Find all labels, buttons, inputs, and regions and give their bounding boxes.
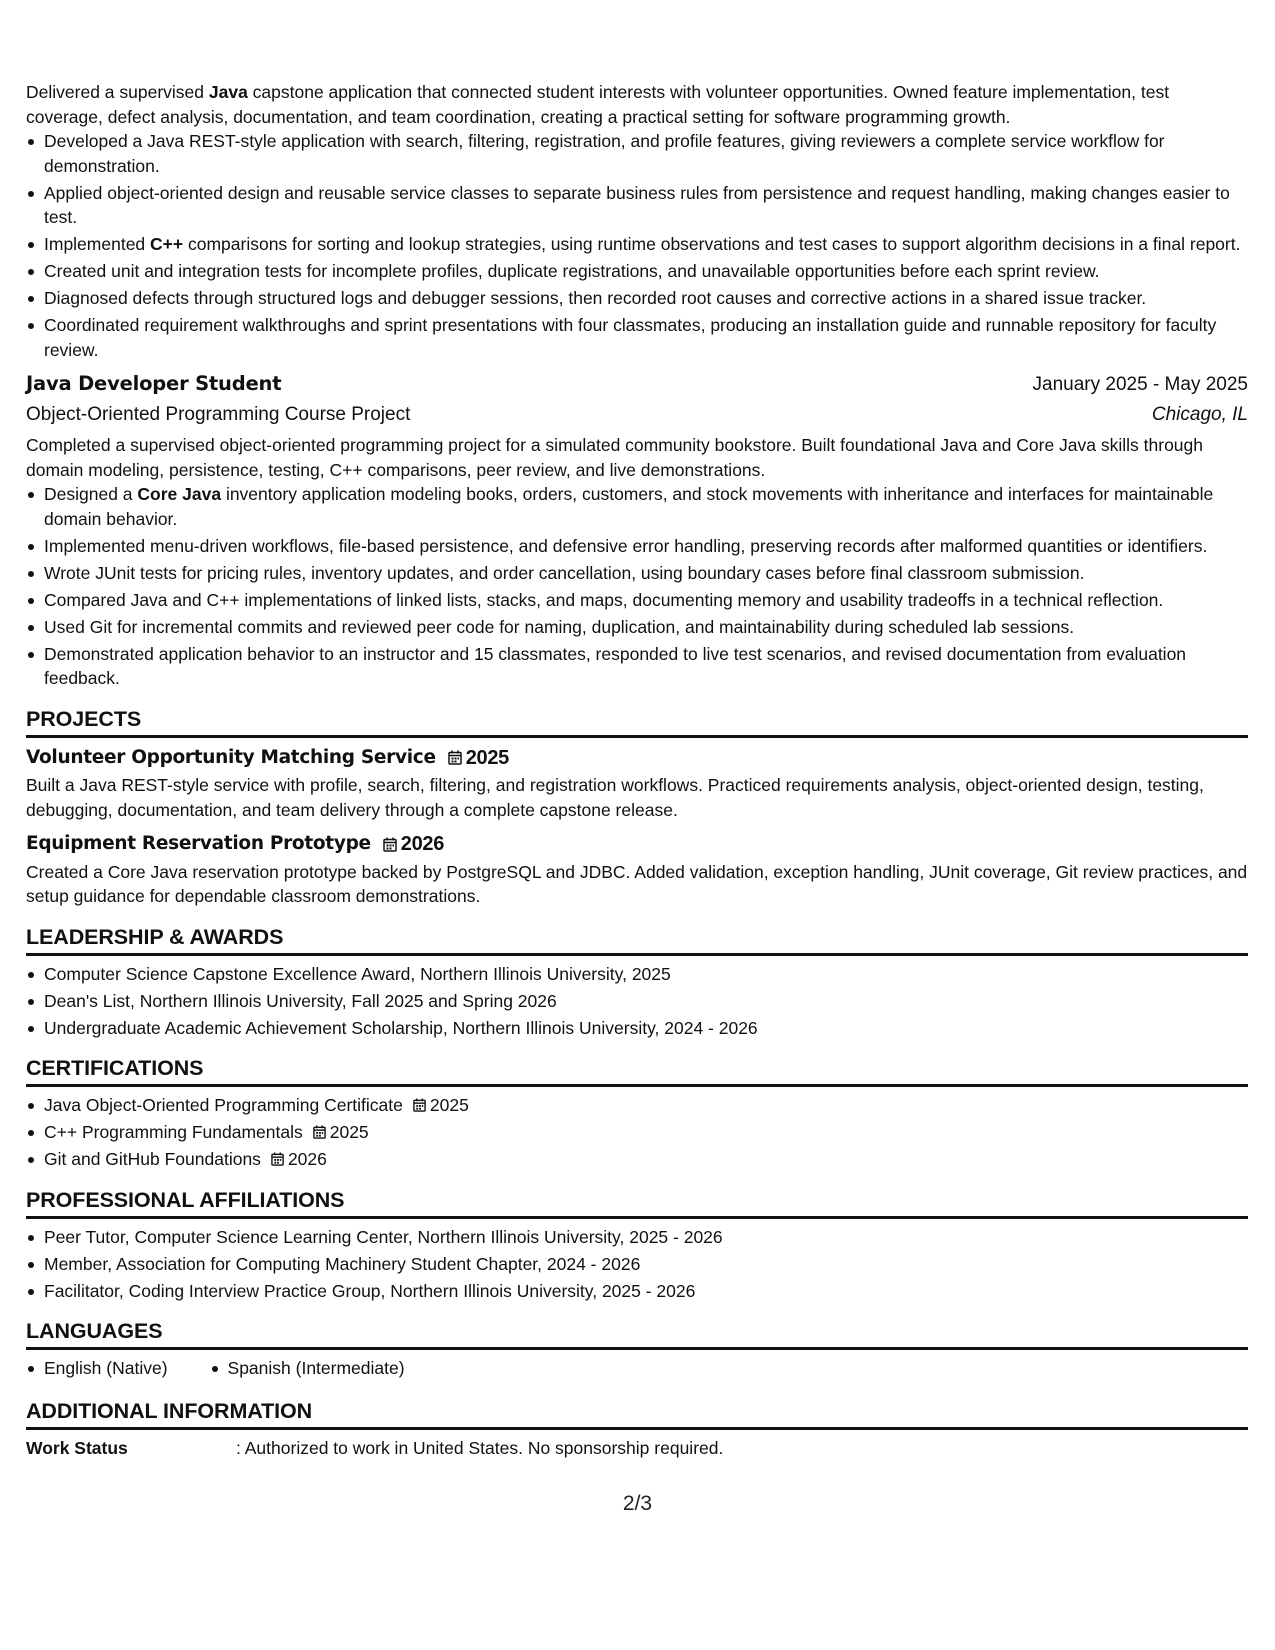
list-item: Spanish (Intermediate)	[228, 1356, 405, 1381]
section-heading-awards: LEADERSHIP & AWARDS	[26, 923, 1248, 956]
certification-name: C++ Programming Fundamentals	[44, 1122, 303, 1142]
job-location: Chicago, IL	[1151, 403, 1248, 425]
list-item: Implemented menu-driven workflows, file-based persistence, and defensive error handling, preserving records after malformed quantities or identifiers.	[44, 534, 1248, 559]
section-heading-certifications: CERTIFICATIONS	[26, 1054, 1248, 1087]
resume-page	[26, 80, 1248, 1461]
experience-bullets	[26, 129, 1248, 362]
project-description: Built a Java REST-style service with profile, search, filtering, and registration workflows. Practiced requirements analysis, object-oriented design, testing, debugging, documentation, and team delivery through a complete capstone release.	[26, 775, 1204, 820]
section-heading-languages: LANGUAGES	[26, 1317, 1248, 1350]
calendar-icon	[413, 1098, 426, 1112]
list-item: Compared Java and C++ implementations of linked lists, stacks, and maps, documenting memory and usability tradeoffs in a technical reflection.	[44, 588, 1248, 613]
additional-info-section	[26, 1397, 1248, 1461]
project-item	[26, 746, 1248, 823]
list-item: Demonstrated application behavior to an instructor and 15 classmates, responded to live test scenarios, and revised documentation from evaluation feedback.	[44, 642, 1248, 691]
section-heading-projects: PROJECTS	[26, 705, 1248, 738]
page-number: 2/3	[622, 1492, 653, 1515]
certification-year: 2025	[429, 1095, 469, 1115]
awards-section	[26, 923, 1248, 1041]
list-item	[44, 1120, 1248, 1145]
project-year: 2026	[400, 833, 445, 855]
work-status-value: : Authorized to work in United States. No sponsorship required.	[236, 1438, 724, 1458]
experience-summary: Delivered a supervised Java capstone application that connected student interests with volunteer opportunities. Owned feature implementation, test coverage, defect analysis, documentation, and team coordination, creating a practical setting for software programming growth.	[26, 82, 1170, 127]
job-organization: Object-Oriented Programming Course Project	[26, 403, 411, 425]
certifications-section	[26, 1054, 1248, 1172]
list-item: Facilitator, Coding Interview Practice Group, Northern Illinois University, 2025 - 2026	[44, 1279, 1248, 1304]
list-item: Peer Tutor, Computer Science Learning Center, Northern Illinois University, 2025 - 2026	[44, 1225, 1248, 1250]
list-item: Coordinated requirement walkthroughs and sprint presentations with four classmates, producing an installation guide and runnable repository for faculty review.	[44, 313, 1248, 362]
list-item	[44, 1093, 1248, 1118]
certification-year: 2025	[329, 1122, 369, 1142]
list-item: Created unit and integration tests for incomplete profiles, duplicate registrations, and unavailable opportunities before each sprint review.	[44, 259, 1248, 284]
job-entry	[26, 372, 1248, 691]
list-item: Diagnosed defects through structured logs and debugger sessions, then recorded root causes and corrective actions in a shared issue tracker.	[44, 286, 1248, 311]
job-bullets	[26, 482, 1248, 691]
list-item: Applied object-oriented design and reusable service classes to separate business rules from persistence and request handling, making changes easier to test.	[44, 181, 1248, 230]
certification-name: Git and GitHub Foundations	[44, 1149, 261, 1169]
calendar-icon	[313, 1125, 326, 1139]
project-year: 2025	[465, 746, 509, 769]
list-item: Wrote JUnit tests for pricing rules, inventory updates, and order cancellation, using boundary cases before final classroom submission.	[44, 561, 1248, 586]
list-item: Used Git for incremental commits and reviewed peer code for naming, duplication, and maintainability during scheduled lab sessions.	[44, 615, 1248, 640]
job-summary: Completed a supervised object-oriented programming project for a simulated community bookstore. Built foundational Java and Core Java skills through domain modeling, persistence, testing, C++ comparisons, peer review, and live demonstrations.	[26, 435, 1203, 480]
experience-continued	[26, 80, 1248, 362]
project-name: Volunteer Opportunity Matching Service	[26, 746, 436, 768]
keyword-java: Java	[208, 82, 248, 102]
list-item	[44, 1147, 1248, 1172]
certification-year: 2026	[287, 1149, 327, 1169]
certification-name: Java Object-Oriented Programming Certificate	[44, 1095, 403, 1115]
section-heading-additional: ADDITIONAL INFORMATION	[26, 1397, 1248, 1430]
projects-section	[26, 705, 1248, 909]
list-item: Developed a Java REST-style application with search, filtering, registration, and profile features, giving reviewers a complete service workflow for demonstration.	[44, 129, 1248, 178]
section-heading-affiliations: PROFESSIONAL AFFILIATIONS	[26, 1186, 1248, 1219]
project-name: Equipment Reservation Prototype	[26, 833, 371, 854]
calendar-icon	[271, 1152, 284, 1166]
project-item	[26, 832, 1248, 909]
list-item: Dean's List, Northern Illinois University, Fall 2025 and Spring 2026	[44, 989, 1248, 1014]
list-item: Computer Science Capstone Excellence Award, Northern Illinois University, 2025	[44, 962, 1248, 987]
languages-section	[26, 1317, 1248, 1383]
list-item: English (Native)	[44, 1356, 168, 1381]
calendar-icon	[448, 750, 462, 765]
project-description: Created a Core Java reservation prototype backed by PostgreSQL and JDBC. Added validation, exception handling, JUnit coverage, Git review practices, and setup guidance for dependable classroom demonstrations.	[26, 861, 1248, 906]
list-item: Undergraduate Academic Achievement Scholarship, Northern Illinois University, 2024 - 2026	[44, 1016, 1248, 1041]
work-status-label: Work Status	[26, 1438, 128, 1458]
list-item: Member, Association for Computing Machinery Student Chapter, 2024 - 2026	[44, 1252, 1248, 1277]
calendar-icon	[383, 837, 397, 852]
job-dates: January 2025 - May 2025	[1032, 374, 1248, 395]
list-item: Implemented C++ comparisons for sorting and lookup strategies, using runtime observations and test cases to support algorithm decisions in a final report.	[44, 232, 1248, 257]
affiliations-section	[26, 1186, 1248, 1304]
list-item: Designed a Core Java inventory application modeling books, orders, customers, and stock movements with inheritance and interfaces for maintainable domain behavior.	[44, 482, 1248, 531]
job-title: Java Developer Student	[26, 372, 282, 395]
